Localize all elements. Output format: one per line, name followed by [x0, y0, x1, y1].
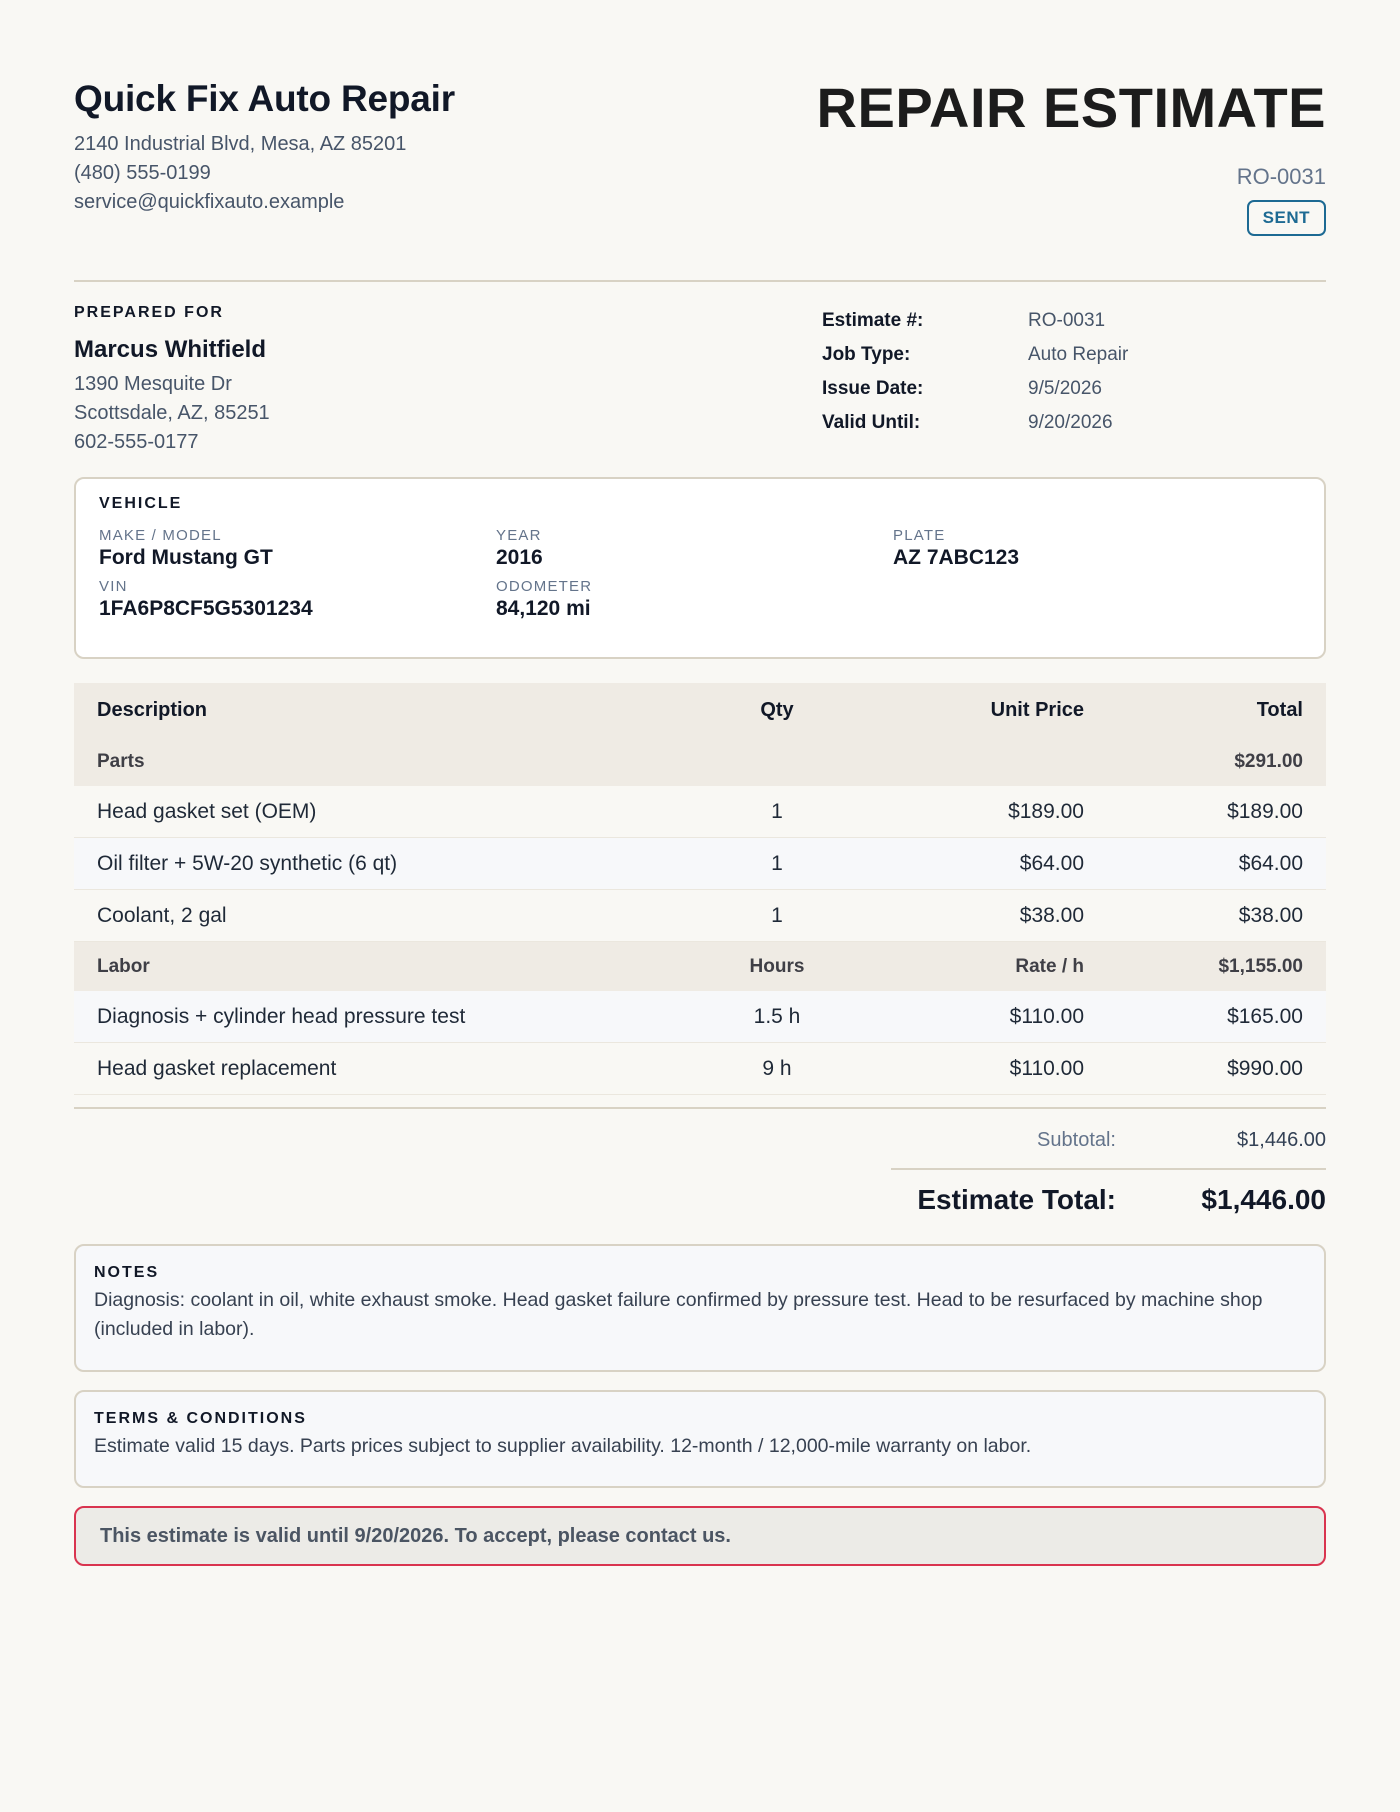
document-title: REPAIR ESTIMATE: [816, 76, 1326, 139]
item-rate: $110.00: [853, 1043, 1084, 1095]
shop-phone: (480) 555-0199: [74, 162, 211, 184]
vehicle-odometer: [496, 578, 893, 621]
header-total: Total: [1084, 683, 1326, 737]
customer-block: [74, 304, 270, 457]
odometer-label: ODOMETER: [496, 578, 593, 595]
item-hours: 9 h: [701, 1043, 853, 1095]
plate-value: AZ 7ABC123: [893, 546, 1020, 569]
group-empty: [701, 737, 853, 786]
item-description: Head gasket set (OEM): [74, 786, 701, 838]
vehicle-label: VEHICLE: [99, 495, 183, 512]
vehicle-card: [74, 477, 1326, 659]
item-unit-price: $38.00: [853, 890, 1084, 942]
totals-block: [891, 1129, 1326, 1216]
customer-phone: 602-555-0177: [74, 431, 199, 453]
vehicle-details: [99, 527, 1301, 621]
group-label: Labor: [74, 942, 701, 992]
vin-value: 1FA6P8CF5G5301234: [99, 597, 313, 620]
group-hours-header: Hours: [701, 942, 853, 992]
table-row: [74, 1043, 1326, 1095]
group-total: $1,155.00: [1084, 942, 1326, 992]
line-items-table: [74, 683, 1326, 1095]
item-unit-price: $189.00: [853, 786, 1084, 838]
table-row: [74, 838, 1326, 890]
table-row: [74, 890, 1326, 942]
group-total: $291.00: [1084, 737, 1326, 786]
notes-label: NOTES: [94, 1264, 160, 1281]
estimate-meta: [822, 304, 1326, 457]
meta-row-valid-until: [822, 406, 1326, 440]
item-total: $990.00: [1084, 1043, 1326, 1095]
table-row: [74, 786, 1326, 838]
header-description: Description: [74, 683, 701, 737]
make-model-label: MAKE / MODEL: [99, 527, 222, 544]
document-number: RO-0031: [1236, 164, 1326, 189]
item-description: Coolant, 2 gal: [74, 890, 701, 942]
meta-row-estimate-number: [822, 304, 1326, 338]
item-total: $189.00: [1084, 786, 1326, 838]
grand-total-value: $1,446.00: [1201, 1184, 1326, 1215]
terms-box: [74, 1390, 1326, 1488]
meta-row-job-type: [822, 338, 1326, 372]
item-description: Oil filter + 5W-20 synthetic (6 qt): [74, 838, 701, 890]
parts-group-row: [74, 737, 1326, 786]
meta-label: Issue Date:: [822, 378, 924, 399]
item-description: Diagnosis + cylinder head pressure test: [74, 991, 701, 1043]
subtotal-value: $1,446.00: [1237, 1129, 1326, 1151]
item-qty: 1: [701, 786, 853, 838]
grand-total-row: [891, 1184, 1326, 1216]
vehicle-make-model: [99, 527, 496, 570]
table-row: [74, 991, 1326, 1043]
item-hours: 1.5 h: [701, 991, 853, 1043]
group-empty: [853, 737, 1084, 786]
item-unit-price: $64.00: [853, 838, 1084, 890]
customer-name: Marcus Whitfield: [74, 336, 267, 363]
totals-divider: [891, 1168, 1326, 1170]
item-rate: $110.00: [853, 991, 1084, 1043]
header-divider: [74, 280, 1326, 282]
shop-name: Quick Fix Auto Repair: [74, 78, 455, 119]
item-description: Head gasket replacement: [74, 1043, 701, 1095]
item-qty: 1: [701, 890, 853, 942]
vin-label: VIN: [99, 578, 128, 595]
notes-text: Diagnosis: coolant in oil, white exhaust smoke. Head gasket failure confirmed by pressure test. Head to be resurfaced by machine shop (included in labor).: [94, 1289, 1263, 1340]
notes-box: [74, 1244, 1326, 1372]
shop-address: 2140 Industrial Blvd, Mesa, AZ 85201: [74, 133, 407, 155]
labor-group-row: [74, 942, 1326, 992]
customer-address-line1: 1390 Mesquite Dr: [74, 373, 232, 395]
terms-label: TERMS & CONDITIONS: [94, 1410, 307, 1427]
shop-info: [74, 78, 455, 217]
header-qty: Qty: [701, 683, 853, 737]
subtotal-label: Subtotal:: [1037, 1129, 1116, 1151]
validity-notice: This estimate is valid until 9/20/2026. To accept, please contact us.: [74, 1506, 1326, 1566]
header-unit-price: Unit Price: [853, 683, 1084, 737]
table-divider: [74, 1107, 1326, 1109]
group-rate-header: Rate / h: [853, 942, 1084, 992]
item-total: $38.00: [1084, 890, 1326, 942]
table-header-row: [74, 683, 1326, 737]
meta-value: Auto Repair: [1028, 344, 1129, 365]
vehicle-vin: [99, 578, 496, 621]
make-model-value: Ford Mustang GT: [99, 546, 273, 569]
item-qty: 1: [701, 838, 853, 890]
prepared-for-label: PREPARED FOR: [74, 304, 224, 321]
document-header: [74, 78, 1326, 236]
meta-row-issue-date: [822, 372, 1326, 406]
grand-total-label: Estimate Total:: [917, 1184, 1116, 1215]
meta-label: Estimate #:: [822, 310, 924, 331]
vehicle-plate: [893, 527, 1290, 570]
year-label: YEAR: [496, 527, 542, 544]
customer-address-line2: Scottsdale, AZ, 85251: [74, 402, 270, 424]
meta-label: Valid Until:: [822, 412, 921, 433]
odometer-value: 84,120 mi: [496, 597, 591, 620]
plate-label: PLATE: [893, 527, 946, 544]
meta-label: Job Type:: [822, 344, 911, 365]
item-total: $165.00: [1084, 991, 1326, 1043]
shop-email: service@quickfixauto.example: [74, 191, 345, 213]
subtotal-row: [891, 1129, 1326, 1152]
item-total: $64.00: [1084, 838, 1326, 890]
meta-value: 9/20/2026: [1028, 412, 1113, 433]
vehicle-year: [496, 527, 893, 570]
group-label: Parts: [74, 737, 701, 786]
document-heading: [817, 78, 1326, 236]
terms-text: Estimate valid 15 days. Parts prices subject to supplier availability. 12-month / 12,000-mile warranty on labor.: [94, 1435, 1032, 1457]
meta-value: 9/5/2026: [1028, 378, 1102, 399]
meta-value: RO-0031: [1028, 310, 1106, 331]
info-section: [74, 304, 1326, 457]
year-value: 2016: [496, 546, 543, 569]
status-badge: SENT: [1247, 200, 1326, 236]
